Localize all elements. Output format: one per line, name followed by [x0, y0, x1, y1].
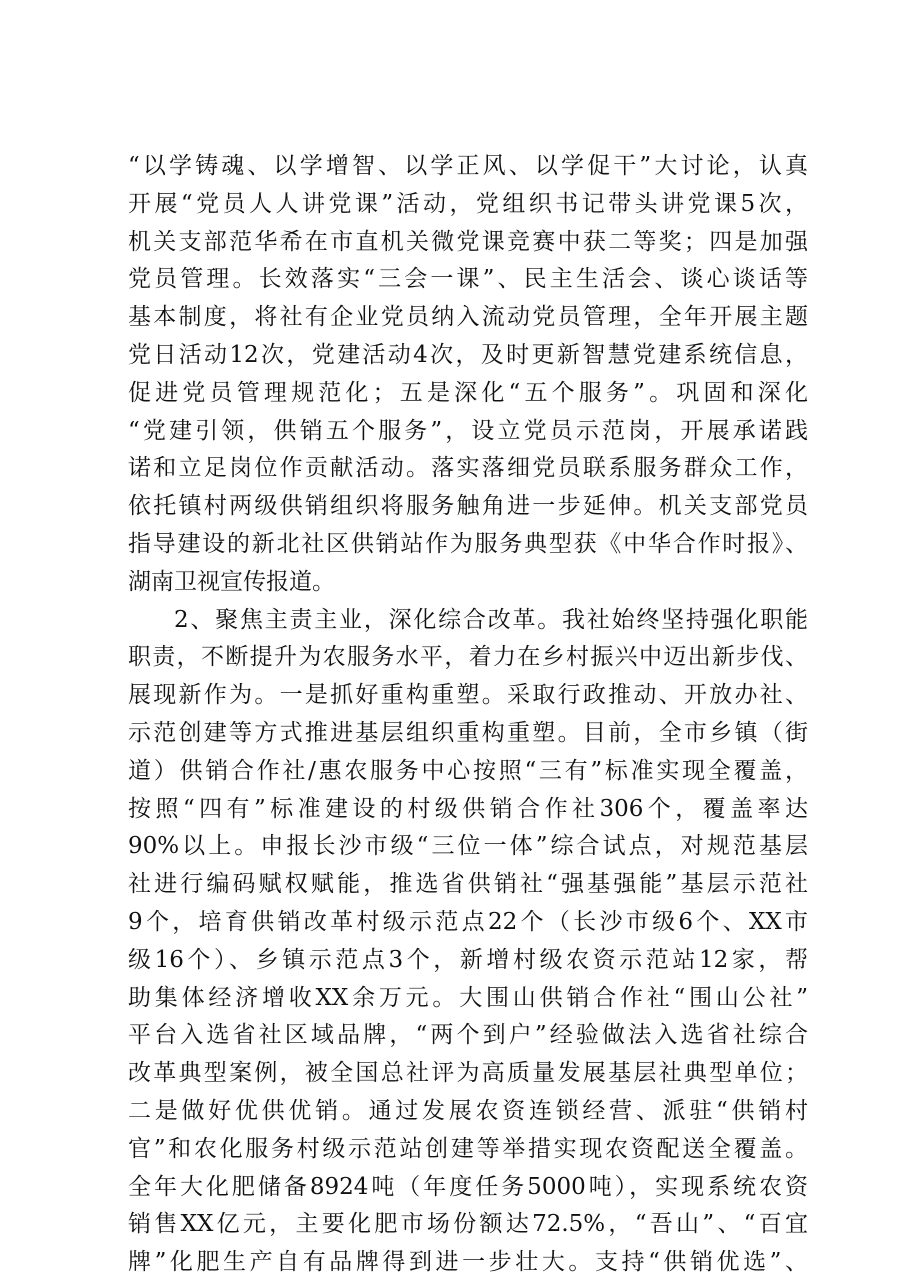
text-line: 依托镇村两级供销组织将服务触角进一步延伸。机关支部党员 [128, 493, 808, 520]
text-line: 示范创建等方式推进基层组织重构重塑。目前，全市乡镇（街 [128, 719, 808, 746]
text-line: 9个，培育供销改革村级示范点22个（长沙市级6个、XX市 [128, 908, 808, 935]
text-line: 牌”化肥生产自有品牌得到进一步壮大。支持“供销优选”、 [128, 1249, 808, 1276]
text-line: 按照“四有”标准建设的村级供销合作社306个，覆盖率达 [128, 795, 808, 822]
text-line: 道）供销合作社/惠农服务中心按照“三有”标准实现全覆盖， [128, 757, 808, 784]
text-line: 全年大化肥储备8924吨（年度任务5000吨），实现系统农资 [128, 1173, 808, 1200]
paragraph-end-line: 湖南卫视宣传报道。 [128, 568, 335, 595]
text-line: 销售XX亿元，主要化肥市场份额达72.5%，“吾山”、“百宜 [128, 1211, 808, 1238]
text-line: “党建引领，供销五个服务”，设立党员示范岗，开展承诺践 [128, 417, 808, 444]
text-line: 二是做好优供优销。通过发展农资连锁经营、派驻“供销村 [128, 1097, 808, 1124]
text-line: 机关支部范华希在市直机关微党课竞赛中获二等奖；四是加强 [128, 228, 808, 255]
text-line: 党员管理。长效落实“三会一课”、民主生活会、谈心谈话等 [128, 266, 808, 293]
text-line: 指导建设的新北社区供销站作为服务典型获《中华合作时报》、 [128, 530, 808, 557]
text-line: 社进行编码赋权赋能，推选省供销社“强基强能”基层示范社 [128, 871, 808, 898]
text-line: 改革典型案例，被全国总社评为高质量发展基层社典型单位； [128, 1060, 808, 1087]
text-line: 助集体经济增收XX余万元。大围山供销合作社“围山公社” [128, 984, 808, 1011]
body-text [128, 148, 808, 1282]
text-line: 展现新作为。一是抓好重构重塑。采取行政推动、开放办社、 [128, 682, 808, 709]
text-line: 基本制度，将社有企业党员纳入流动党员管理，全年开展主题 [128, 304, 808, 331]
text-line: 平台入选省社区域品牌，“两个到户”经验做法入选省社综合 [128, 1022, 808, 1049]
text-line: 职责，不断提升为农服务水平，着力在乡村振兴中迈出新步伐、 [128, 644, 808, 671]
text-line: 促进党员管理规范化；五是深化“五个服务”。巩固和深化 [128, 379, 808, 406]
text-line: “以学铸魂、以学增智、以学正风、以学促干”大讨论，认真 [128, 153, 808, 179]
section-heading-line: 2、聚焦主责主业，深化综合改革。我社始终坚持强化职能 [174, 606, 808, 633]
text-line: 开展“党员人人讲党课”活动，党组织书记带头讲党课5次， [128, 190, 808, 217]
text-line: 官”和农化服务村级示范站创建等举措实现农资配送全覆盖。 [128, 1135, 808, 1162]
text-line: 诺和立足岗位作贡献活动。落实落细党员联系服务群众工作， [128, 455, 808, 482]
text-line: 90%以上。申报长沙市级“三位一体”综合试点，对规范基层 [128, 833, 808, 860]
text-line: 级16个）、乡镇示范点3个，新增村级农资示范站12家，帮 [128, 946, 808, 973]
text-line: 党日活动12次，党建活动4次，及时更新智慧党建系统信息， [128, 341, 808, 368]
